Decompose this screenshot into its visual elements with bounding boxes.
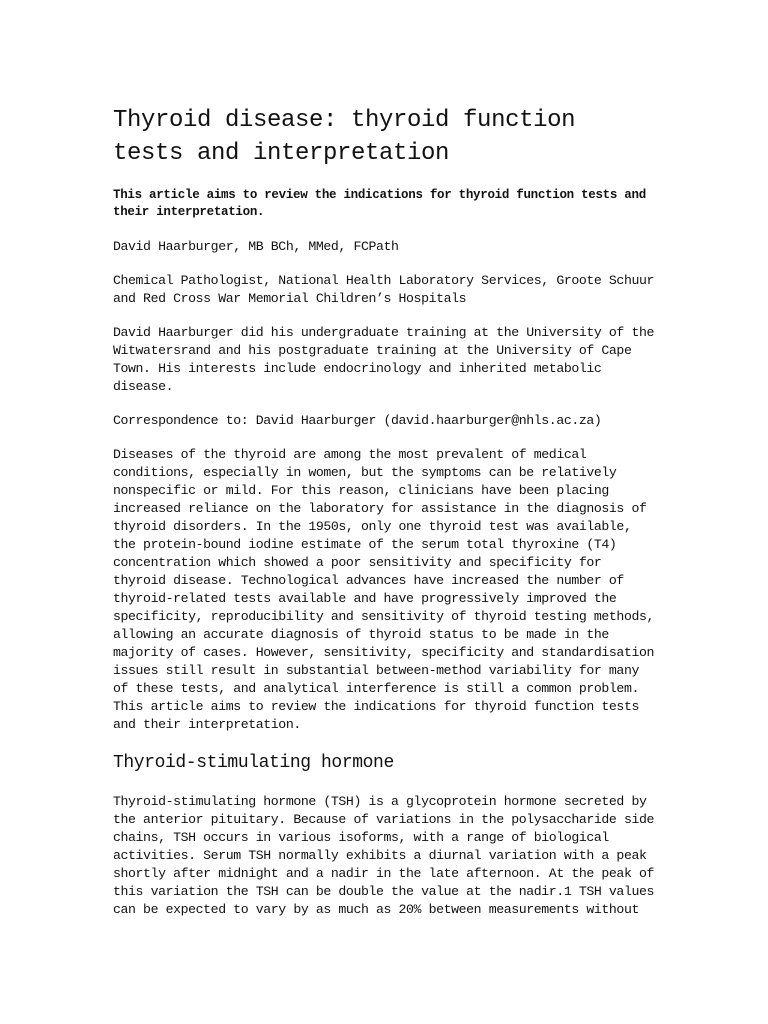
correspondence-email-link[interactable]: david.haarburger@nhls.ac.za: [391, 413, 594, 428]
article-title-line-2: tests and interpretation: [113, 140, 450, 167]
article-title-line-1: Thyroid disease: thyroid function: [113, 107, 576, 134]
article-title: [113, 104, 661, 170]
correspondence-prefix: Correspondence to: David Haarburger (: [113, 413, 392, 428]
section-tsh-paragraph: Thyroid-stimulating hormone (TSH) is a glycoprotein hormone secreted by the anterior pituitary. Because of variations in the polysaccharide side chains, TSH occurs in various isoforms, with a range of biological activities. Serum TSH normally exhibits a diurnal variation with a peak shortly after midnight and a nadir in the late afternoon. At the peak of this variation the TSH can be double the value at the nadir.1 TSH values can be expected to vary by as much as 20% between measurements without: [113, 794, 654, 917]
author-line: David Haarburger, MB BCh, MMed, FCPath: [113, 239, 399, 254]
author-bio: David Haarburger did his undergraduate training at the University of the Witwatersrand and his postgraduate training at the University of Cape Town. His interests include endocrinology and inherited metabolic disease.: [113, 325, 654, 394]
article: [113, 104, 661, 935]
correspondence: [113, 412, 661, 430]
author-affiliation: Chemical Pathologist, National Health Laboratory Services, Groote Schuur and Red Cross War Memorial Children’s Hospitals: [113, 273, 654, 306]
correspondence-suffix: ): [593, 413, 602, 428]
section-heading-tsh: Thyroid-stimulating hormone: [113, 753, 394, 773]
article-lead: This article aims to review the indications for thyroid function tests and their interpretation.: [113, 188, 646, 219]
intro-paragraph: Diseases of the thyroid are among the most prevalent of medical conditions, especially in women, but the symptoms can be relatively nonspecific or mild. For this reason, clinicians have been placing increased reliance on the laboratory for assistance in the diagnosis of thyroid disorders. In the 1950s, only one thyroid test was available, the protein-bound iodine estimate of the serum total thyroxine (T4) concentration which showed a poor sensitivity and specificity for thyroid disease. Technological advances have increased the number of thyroid-related tests available and have progressively improved the specificity, reproducibility and sensitivity of thyroid testing methods, allowing an accurate diagnosis of thyroid status to be made in the majority of cases. However, sensitivity, specificity and standardisation issues still result in substantial between-method variability for many of these tests, and analytical interference is still a common problem. This article aims to review the indications for thyroid function tests and their interpretation.: [113, 447, 654, 732]
